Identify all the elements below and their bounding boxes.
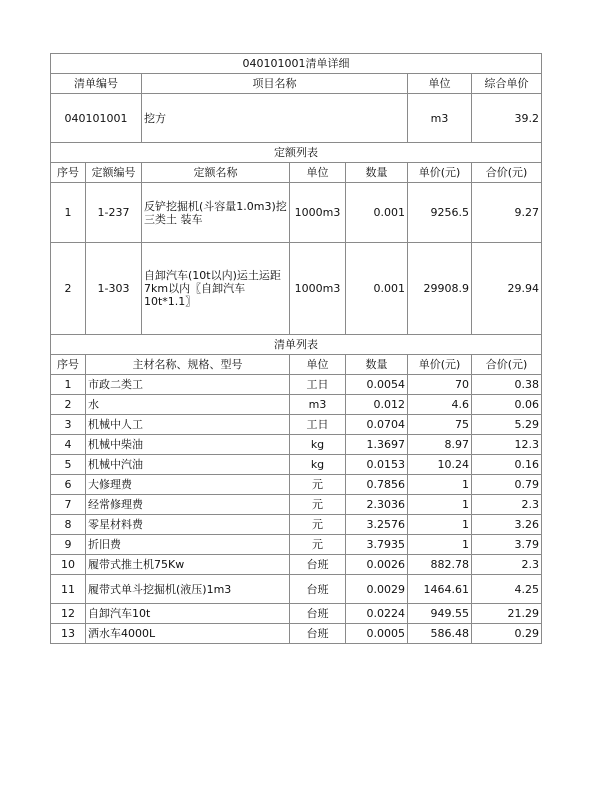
material-qty: 3.2576	[346, 515, 408, 535]
material-qty: 0.0224	[346, 604, 408, 624]
material-unit: 元	[290, 495, 346, 515]
quota-header-price: 单价(元)	[408, 163, 472, 183]
material-no: 10	[51, 555, 86, 575]
material-total: 4.25	[472, 575, 542, 604]
material-price: 1	[408, 515, 472, 535]
material-price: 1	[408, 495, 472, 515]
quota-total: 29.94	[472, 243, 542, 335]
quota-header-row	[51, 163, 542, 183]
material-price: 70	[408, 375, 472, 395]
material-row	[51, 415, 542, 435]
materials-header-name: 主材名称、规格、型号	[86, 355, 290, 375]
material-qty: 0.0026	[346, 555, 408, 575]
material-price: 949.55	[408, 604, 472, 624]
material-unit: 元	[290, 475, 346, 495]
material-row	[51, 555, 542, 575]
material-unit: kg	[290, 455, 346, 475]
item-name: 挖方	[142, 94, 408, 143]
material-name: 水	[86, 395, 290, 415]
materials-header-unit: 单位	[290, 355, 346, 375]
material-unit: 工日	[290, 415, 346, 435]
bill-detail-table	[50, 53, 542, 644]
title-row	[51, 54, 542, 74]
material-no: 9	[51, 535, 86, 555]
header-name: 项目名称	[142, 74, 408, 94]
material-total: 0.29	[472, 624, 542, 644]
materials-header-total: 合价(元)	[472, 355, 542, 375]
header-code: 清单编号	[51, 74, 142, 94]
quota-no: 2	[51, 243, 86, 335]
material-qty: 3.7935	[346, 535, 408, 555]
material-price: 8.97	[408, 435, 472, 455]
quota-unit: 1000m3	[290, 243, 346, 335]
material-unit: 台班	[290, 575, 346, 604]
material-qty: 2.3036	[346, 495, 408, 515]
material-total: 3.26	[472, 515, 542, 535]
materials-header-no: 序号	[51, 355, 86, 375]
material-row	[51, 475, 542, 495]
material-name: 市政二类工	[86, 375, 290, 395]
material-total: 0.06	[472, 395, 542, 415]
material-unit: 元	[290, 535, 346, 555]
quota-no: 1	[51, 183, 86, 243]
quota-header-name: 定额名称	[142, 163, 290, 183]
quota-header-code: 定额编号	[86, 163, 142, 183]
material-price: 1464.61	[408, 575, 472, 604]
item-row	[51, 94, 542, 143]
material-name: 机械中人工	[86, 415, 290, 435]
quota-code: 1-303	[86, 243, 142, 335]
material-row	[51, 435, 542, 455]
quota-total: 9.27	[472, 183, 542, 243]
quota-section-row	[51, 143, 542, 163]
material-name: 履带式推土机75Kw	[86, 555, 290, 575]
quota-unit: 1000m3	[290, 183, 346, 243]
material-no: 4	[51, 435, 86, 455]
material-row	[51, 515, 542, 535]
material-unit: 工日	[290, 375, 346, 395]
material-total: 2.3	[472, 555, 542, 575]
material-no: 8	[51, 515, 86, 535]
materials-header-qty: 数量	[346, 355, 408, 375]
material-name: 零星材料费	[86, 515, 290, 535]
material-total: 2.3	[472, 495, 542, 515]
material-row	[51, 624, 542, 644]
material-qty: 0.0153	[346, 455, 408, 475]
material-price: 586.48	[408, 624, 472, 644]
material-unit: m3	[290, 395, 346, 415]
quota-name: 自卸汽车(10t以内)运土运距7km以内〖自卸汽车10t*1.1〗	[142, 243, 290, 335]
material-name: 机械中柴油	[86, 435, 290, 455]
material-price: 75	[408, 415, 472, 435]
materials-section-title: 清单列表	[51, 335, 542, 355]
material-name: 洒水车4000L	[86, 624, 290, 644]
material-name: 折旧费	[86, 535, 290, 555]
material-qty: 0.7856	[346, 475, 408, 495]
materials-section-row	[51, 335, 542, 355]
bill-detail-sheet	[50, 53, 541, 644]
material-qty: 1.3697	[346, 435, 408, 455]
quota-section-title: 定额列表	[51, 143, 542, 163]
material-qty: 0.0005	[346, 624, 408, 644]
quota-header-total: 合价(元)	[472, 163, 542, 183]
material-no: 6	[51, 475, 86, 495]
material-no: 5	[51, 455, 86, 475]
material-total: 12.3	[472, 435, 542, 455]
quota-row	[51, 243, 542, 335]
item-unit: m3	[408, 94, 472, 143]
material-total: 0.16	[472, 455, 542, 475]
materials-body	[51, 375, 542, 644]
material-name: 自卸汽车10t	[86, 604, 290, 624]
material-qty: 0.0704	[346, 415, 408, 435]
sheet-title: 040101001清单详细	[51, 54, 542, 74]
material-qty: 0.0029	[346, 575, 408, 604]
material-price: 1	[408, 475, 472, 495]
material-no: 2	[51, 395, 86, 415]
material-price: 10.24	[408, 455, 472, 475]
material-total: 0.79	[472, 475, 542, 495]
header-price: 综合单价	[472, 74, 542, 94]
material-unit: 台班	[290, 624, 346, 644]
material-name: 履带式单斗挖掘机(液压)1m3	[86, 575, 290, 604]
quota-price: 9256.5	[408, 183, 472, 243]
item-price: 39.2	[472, 94, 542, 143]
quota-qty: 0.001	[346, 183, 408, 243]
material-name: 机械中汽油	[86, 455, 290, 475]
material-price: 4.6	[408, 395, 472, 415]
material-unit: 元	[290, 515, 346, 535]
material-row	[51, 604, 542, 624]
quota-qty: 0.001	[346, 243, 408, 335]
material-total: 0.38	[472, 375, 542, 395]
materials-header-row	[51, 355, 542, 375]
material-price: 882.78	[408, 555, 472, 575]
material-no: 12	[51, 604, 86, 624]
quota-price: 29908.9	[408, 243, 472, 335]
item-code: 040101001	[51, 94, 142, 143]
material-unit: 台班	[290, 555, 346, 575]
material-row	[51, 495, 542, 515]
material-unit: kg	[290, 435, 346, 455]
material-no: 7	[51, 495, 86, 515]
quota-name: 反铲挖掘机(斗容量1.0m3)挖三类土 装车	[142, 183, 290, 243]
quota-header-qty: 数量	[346, 163, 408, 183]
material-row	[51, 395, 542, 415]
material-unit: 台班	[290, 604, 346, 624]
material-no: 3	[51, 415, 86, 435]
material-total: 21.29	[472, 604, 542, 624]
header-unit: 单位	[408, 74, 472, 94]
material-qty: 0.012	[346, 395, 408, 415]
item-header-row	[51, 74, 542, 94]
material-name: 经常修理费	[86, 495, 290, 515]
material-name: 大修理费	[86, 475, 290, 495]
material-no: 1	[51, 375, 86, 395]
material-row	[51, 535, 542, 555]
material-no: 13	[51, 624, 86, 644]
materials-header-price: 单价(元)	[408, 355, 472, 375]
material-no: 11	[51, 575, 86, 604]
material-total: 5.29	[472, 415, 542, 435]
material-row	[51, 575, 542, 604]
material-row	[51, 455, 542, 475]
material-qty: 0.0054	[346, 375, 408, 395]
quota-header-no: 序号	[51, 163, 86, 183]
material-total: 3.79	[472, 535, 542, 555]
quota-code: 1-237	[86, 183, 142, 243]
quota-row	[51, 183, 542, 243]
material-price: 1	[408, 535, 472, 555]
quota-header-unit: 单位	[290, 163, 346, 183]
material-row	[51, 375, 542, 395]
